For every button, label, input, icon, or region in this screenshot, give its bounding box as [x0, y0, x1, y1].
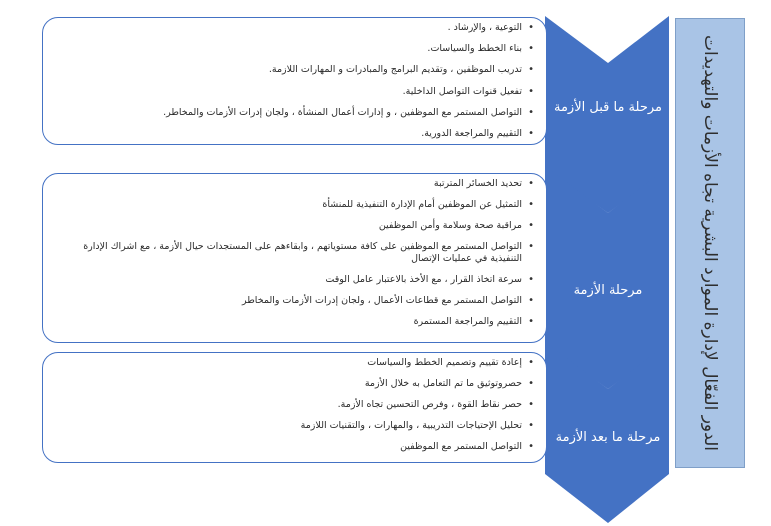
list-item: • مراقبة صحة وسلامة وأمن الموظفين: [55, 220, 522, 232]
stage-label-post-crisis: مرحلة ما بعد الأزمة: [555, 430, 661, 445]
list-item: • حصروتوثيق ما تم التعامل به خلال الأزمة: [55, 378, 522, 390]
crisis-box: [42, 173, 547, 343]
list-item: • تحديد الخسائر المترتبة: [55, 178, 522, 190]
list-item: • التواصل المستمر مع الموظفين على كافة مستوياتهم ، وابقاءهم على المستجدات حيال الأزمة ، مع اشراك الإدارة التنفيذية في عمليات الإتصال: [55, 241, 522, 265]
crisis-list: [55, 178, 536, 328]
side-title-panel: [675, 18, 745, 468]
list-item: • إعادة تقييم وتصميم الخطط والسياسات: [55, 357, 522, 369]
list-item: • التواصل المستمر مع الموظفين ، و إدارات أعمال المنشأة ، ولجان إدرات الأزمات والمخاطر.: [55, 107, 522, 119]
post-crisis-box: [42, 352, 547, 463]
list-item: • التواصل المستمر مع الموظفين: [55, 441, 522, 453]
post-crisis-list: [55, 357, 536, 453]
stage-label-crisis: مرحلة الأزمة: [573, 283, 643, 298]
pre-crisis-box: [42, 17, 547, 145]
list-item: • التوعية ، والإرشاد .: [55, 22, 522, 34]
side-title: الدور الفعّال لإدارة الموارد البشرية تجاه الأزمات والتهديدات: [700, 35, 720, 451]
list-item: • التقييم والمراجعة المستمرة: [55, 316, 522, 328]
list-item: • التمثيل عن الموظفين أمام الإدارة التنفيذية للمنشأة: [55, 199, 522, 211]
stage-label-pre-crisis: مرحلة ما قبل الأزمة: [554, 100, 662, 115]
list-item: • التقييم والمراجعة الدورية.: [55, 128, 522, 140]
list-item: • بناء الخطط والسياسات.: [55, 43, 522, 55]
pre-crisis-list: [55, 22, 536, 140]
list-item: • تفعيل قنوات التواصل الداخلية.: [55, 86, 522, 98]
list-item: • تحليل الإحتياجات التدريبية ، والمهارات ، والتقنيات اللازمة: [55, 420, 522, 432]
list-item: • تدريب الموظفين ، وتقديم البرامج والمبادرات و المهارات اللازمة.: [55, 64, 522, 76]
list-item: • حصر نقاط القوة ، وفرص التحسين تجاه الأزمة.: [55, 399, 522, 411]
list-item: • سرعة اتخاذ القرار ، مع الأخذ بالاعتبار عامل الوقت: [55, 274, 522, 286]
list-item: • التواصل المستمر مع قطاعات الأعمال ، ولجان إدرات الأزمات والمخاطر: [55, 295, 522, 307]
